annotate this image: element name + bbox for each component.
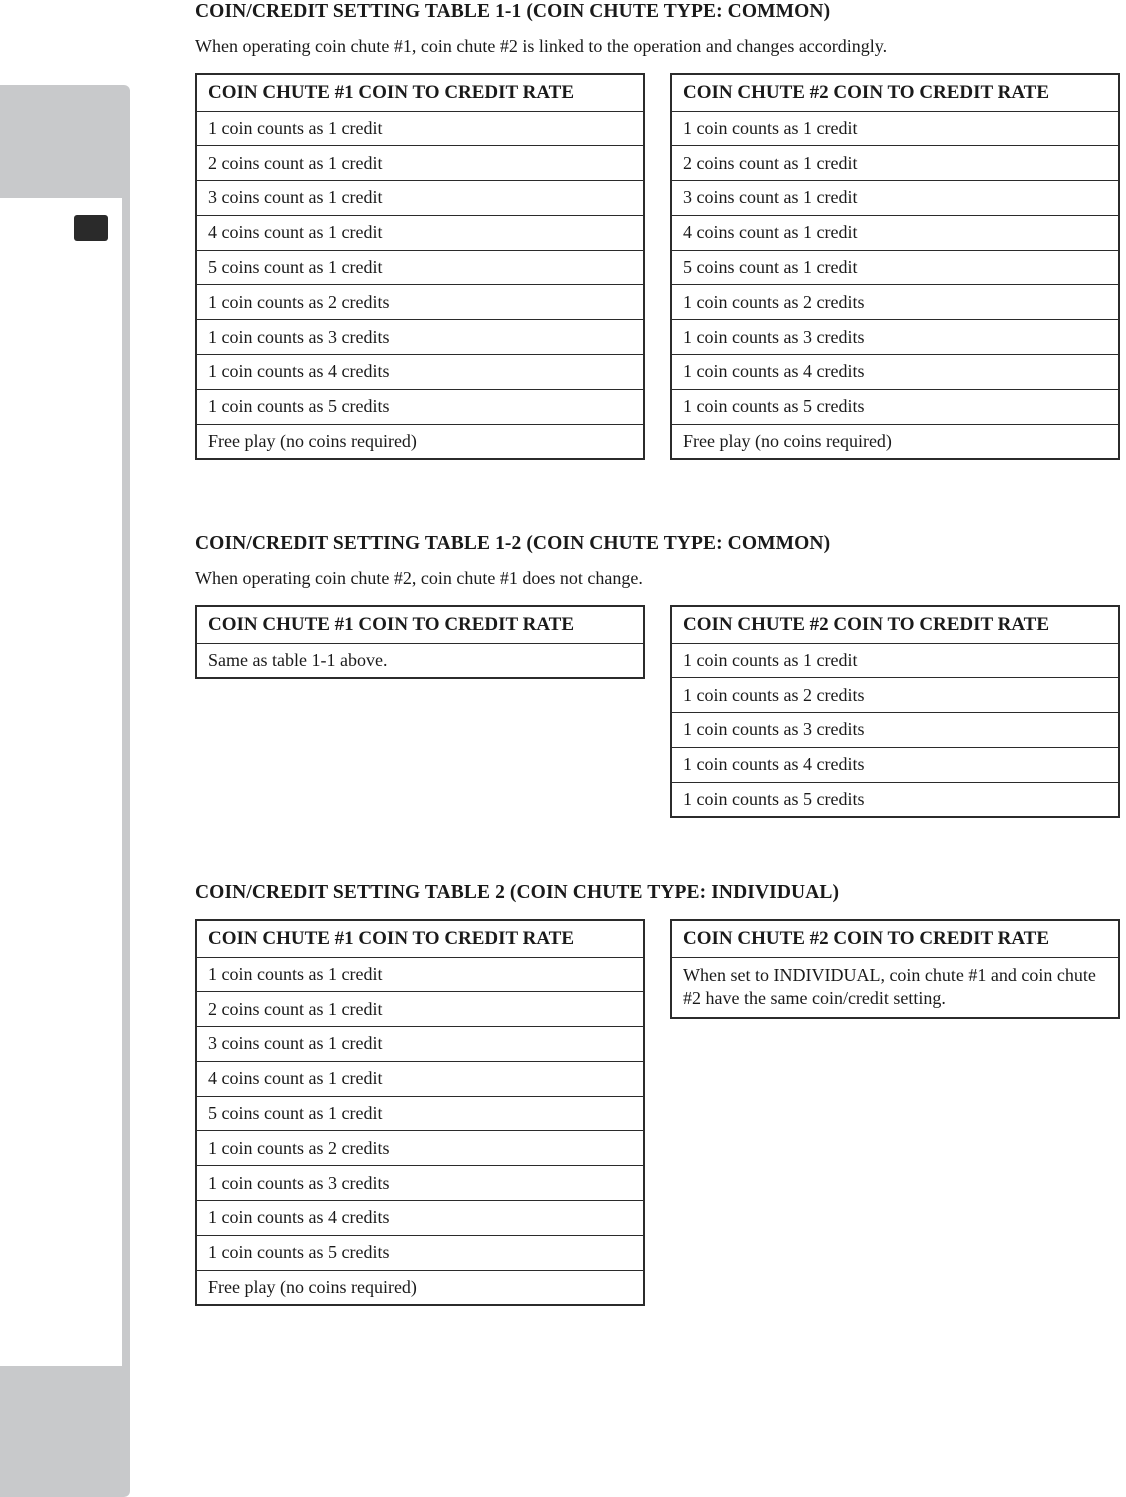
table-cell: 1 coin counts as 1 credit	[196, 957, 644, 992]
table-cell: 2 coins count as 1 credit	[196, 146, 644, 181]
table-cell: Free play (no coins required)	[671, 424, 1119, 459]
table-row	[671, 320, 1119, 355]
table-cell: 1 coin counts as 4 credits	[671, 747, 1119, 782]
table-row	[196, 389, 644, 424]
table-cell: 1 coin counts as 1 credit	[671, 111, 1119, 146]
table-1-1-chute-1	[195, 73, 645, 460]
table-header: COIN CHUTE #2 COIN TO CREDIT RATE	[671, 920, 1119, 957]
table-row	[671, 146, 1119, 181]
section-2-title: COIN/CREDIT SETTING TABLE 1-2 (COIN CHUTE TYPE: COMMON)	[195, 533, 831, 554]
table-cell: 4 coins count as 1 credit	[671, 215, 1119, 250]
table-row	[196, 215, 644, 250]
table-cell: 1 coin counts as 1 credit	[671, 643, 1119, 678]
table-cell: 1 coin counts as 2 credits	[671, 285, 1119, 320]
table-1-1-chute-2	[670, 73, 1120, 460]
table-row	[671, 747, 1119, 782]
table-cell: 3 coins count as 1 credit	[196, 181, 644, 216]
table-row	[196, 1270, 644, 1305]
table-cell: 1 coin counts as 5 credits	[196, 389, 644, 424]
table-header: COIN CHUTE #1 COIN TO CREDIT RATE	[196, 920, 644, 957]
table-row	[196, 1131, 644, 1166]
table-cell: 5 coins count as 1 credit	[196, 250, 644, 285]
table-row	[196, 111, 644, 146]
table-cell: When set to INDIVIDUAL, coin chute #1 and coin chute #2 have the same coin/credit setting.	[671, 957, 1119, 1018]
chapter-marker	[74, 215, 108, 241]
table-row	[196, 424, 644, 459]
table-cell: 1 coin counts as 5 credits	[671, 782, 1119, 817]
table-cell: 1 coin counts as 5 credits	[196, 1235, 644, 1270]
table-cell: 5 coins count as 1 credit	[196, 1096, 644, 1131]
table-1-2-chute-2	[670, 605, 1120, 818]
table-row	[671, 424, 1119, 459]
table-cell: 3 coins count as 1 credit	[196, 1027, 644, 1062]
table-row	[671, 285, 1119, 320]
table-header: COIN CHUTE #1 COIN TO CREDIT RATE	[196, 74, 644, 111]
table-row	[196, 1235, 644, 1270]
section-1-note: When operating coin chute #1, coin chute #2 is linked to the operation and changes accordingly.	[195, 36, 888, 56]
table-row	[196, 250, 644, 285]
table-cell: 1 coin counts as 3 credits	[671, 320, 1119, 355]
table-cell: Same as table 1-1 above.	[196, 643, 644, 678]
table-2-chute-2	[670, 919, 1120, 1019]
table-cell: Free play (no coins required)	[196, 1270, 644, 1305]
table-cell: 1 coin counts as 2 credits	[671, 678, 1119, 713]
side-tab-body	[0, 198, 130, 1366]
table-row	[196, 1096, 644, 1131]
table-cell: 1 coin counts as 3 credits	[196, 320, 644, 355]
table-row	[196, 320, 644, 355]
table-row	[196, 1061, 644, 1096]
table-header: COIN CHUTE #2 COIN TO CREDIT RATE	[671, 606, 1119, 643]
section-3-title: COIN/CREDIT SETTING TABLE 2 (COIN CHUTE TYPE: INDIVIDUAL)	[195, 882, 840, 903]
table-cell: 1 coin counts as 2 credits	[196, 1131, 644, 1166]
table-cell: 1 coin counts as 1 credit	[196, 111, 644, 146]
table-cell: 1 coin counts as 3 credits	[671, 713, 1119, 748]
table-row	[671, 355, 1119, 390]
table-row	[196, 957, 644, 992]
table-cell: 1 coin counts as 5 credits	[671, 389, 1119, 424]
table-row	[671, 713, 1119, 748]
table-cell: 1 coin counts as 4 credits	[196, 1201, 644, 1236]
table-row	[671, 389, 1119, 424]
table-row	[671, 678, 1119, 713]
table-row	[196, 285, 644, 320]
side-tab-bottom	[0, 1366, 130, 1497]
table-row	[196, 146, 644, 181]
section-1-title: COIN/CREDIT SETTING TABLE 1-1 (COIN CHUTE TYPE: COMMON)	[195, 1, 831, 22]
table-1-2-chute-1	[195, 605, 645, 679]
table-cell: 4 coins count as 1 credit	[196, 1061, 644, 1096]
table-cell: Free play (no coins required)	[196, 424, 644, 459]
table-cell: 1 coin counts as 4 credits	[196, 355, 644, 390]
table-cell: 3 coins count as 1 credit	[671, 181, 1119, 216]
table-header: COIN CHUTE #1 COIN TO CREDIT RATE	[196, 606, 644, 643]
table-cell: 4 coins count as 1 credit	[196, 215, 644, 250]
table-row	[196, 992, 644, 1027]
table-cell: 2 coins count as 1 credit	[671, 146, 1119, 181]
table-2-chute-1	[195, 919, 645, 1306]
table-cell: 5 coins count as 1 credit	[671, 250, 1119, 285]
table-row	[196, 643, 644, 678]
table-cell: 1 coin counts as 3 credits	[196, 1166, 644, 1201]
table-row	[671, 643, 1119, 678]
table-row	[671, 111, 1119, 146]
side-tab-top	[0, 85, 130, 198]
table-row	[671, 782, 1119, 817]
table-row	[196, 1027, 644, 1062]
table-row	[671, 957, 1119, 1018]
table-row	[671, 250, 1119, 285]
table-row	[196, 355, 644, 390]
table-row	[671, 215, 1119, 250]
table-row	[671, 181, 1119, 216]
table-cell: 1 coin counts as 4 credits	[671, 355, 1119, 390]
table-header: COIN CHUTE #2 COIN TO CREDIT RATE	[671, 74, 1119, 111]
table-row	[196, 1166, 644, 1201]
table-row	[196, 181, 644, 216]
table-cell: 1 coin counts as 2 credits	[196, 285, 644, 320]
section-2-note: When operating coin chute #2, coin chute #1 does not change.	[195, 568, 643, 588]
table-cell: 2 coins count as 1 credit	[196, 992, 644, 1027]
table-row	[196, 1201, 644, 1236]
